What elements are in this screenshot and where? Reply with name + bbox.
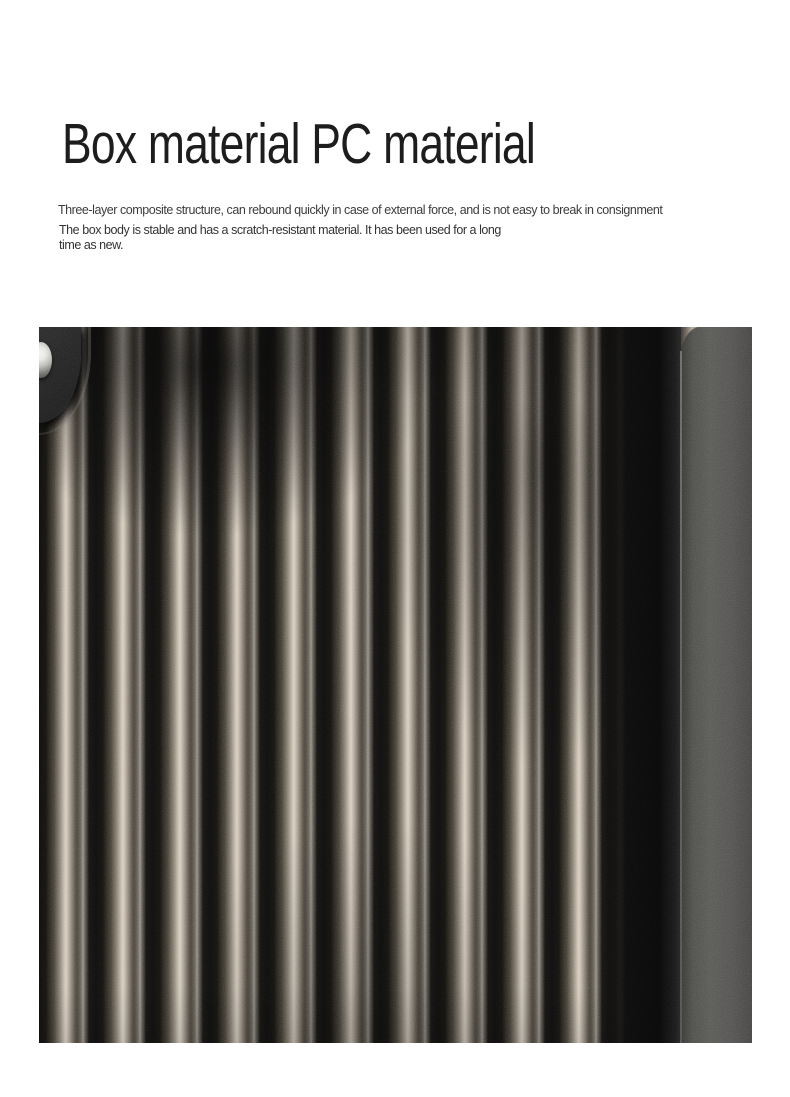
- product-photo: [39, 327, 752, 1043]
- description-line: The box body is stable and has a scratch-resistant material. It has been used for a long: [59, 223, 501, 237]
- page-title: Box material PC material: [62, 112, 535, 177]
- description-text: [59, 223, 501, 252]
- tagline-text: Three-layer composite structure, can rebound quickly in case of external force, and is not easy to break in consignment: [58, 202, 663, 217]
- case-side-panel: [680, 327, 752, 1043]
- shell-edge-groove: [605, 327, 681, 1043]
- description-line: time as new.: [59, 237, 124, 252]
